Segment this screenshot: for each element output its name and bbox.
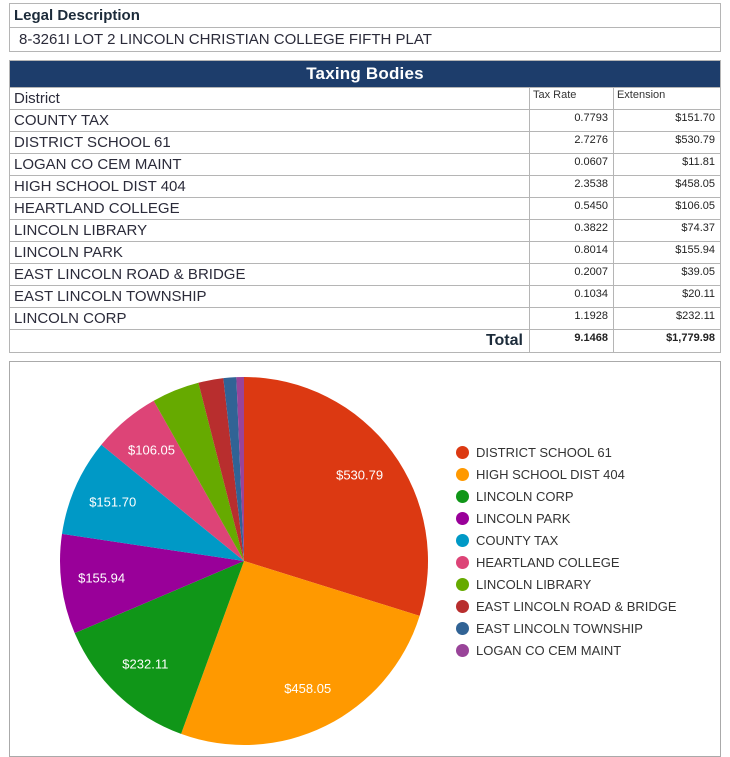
district-cell: EAST LINCOLN TOWNSHIP — [10, 286, 530, 308]
legend-color-dot — [456, 556, 469, 569]
district-cell: DISTRICT SCHOOL 61 — [10, 132, 530, 154]
table-row — [10, 242, 721, 264]
legend-item-east-lincoln-road-bridge — [456, 600, 677, 613]
legend-label: LOGAN CO CEM MAINT — [476, 643, 622, 658]
legend-item-heartland-college — [456, 556, 677, 569]
legend-color-dot — [456, 512, 469, 525]
total-label: Total — [10, 330, 530, 353]
tax-rate-cell: 0.5450 — [529, 198, 613, 220]
tax-rate-cell: 0.7793 — [529, 110, 613, 132]
extension-cell: $39.05 — [613, 264, 720, 286]
pie-chart — [10, 362, 450, 756]
total-row — [10, 330, 721, 353]
pie-value-label: $530.79 — [336, 467, 384, 483]
extension-cell: $232.11 — [613, 308, 720, 330]
legend-color-dot — [456, 534, 469, 547]
legend-color-dot — [456, 644, 469, 657]
district-cell: LINCOLN LIBRARY — [10, 220, 530, 242]
district-cell: COUNTY TAX — [10, 110, 530, 132]
total-tax-rate: 9.1468 — [529, 330, 613, 353]
table-row — [10, 286, 721, 308]
column-header-district: District — [10, 88, 530, 110]
legend-label: DISTRICT SCHOOL 61 — [476, 445, 612, 460]
total-extension: $1,779.98 — [613, 330, 720, 353]
table-row — [10, 308, 721, 330]
pie-value-label: $155.94 — [78, 570, 126, 586]
legend-color-dot — [456, 622, 469, 635]
legend-label: EAST LINCOLN ROAD & BRIDGE — [476, 599, 677, 614]
pie-value-label: $151.70 — [89, 494, 137, 510]
legal-description-table — [9, 3, 721, 52]
district-cell: HIGH SCHOOL DIST 404 — [10, 176, 530, 198]
legend-color-dot — [456, 600, 469, 613]
table-title: Taxing Bodies — [10, 61, 721, 88]
legal-description-value: 8-3261I LOT 2 LINCOLN CHRISTIAN COLLEGE FIFTH PLAT — [10, 28, 721, 52]
extension-cell: $106.05 — [613, 198, 720, 220]
legend-item-east-lincoln-township — [456, 622, 677, 635]
table-row — [10, 110, 721, 132]
pie-value-label: $458.05 — [284, 681, 332, 697]
table-row — [10, 220, 721, 242]
extension-cell: $151.70 — [613, 110, 720, 132]
extension-cell: $530.79 — [613, 132, 720, 154]
tax-rate-cell: 0.1034 — [529, 286, 613, 308]
extension-cell: $20.11 — [613, 286, 720, 308]
district-cell: HEARTLAND COLLEGE — [10, 198, 530, 220]
extension-cell: $458.05 — [613, 176, 720, 198]
legend-color-dot — [456, 578, 469, 591]
district-cell: LOGAN CO CEM MAINT — [10, 154, 530, 176]
legend-item-lincoln-corp — [456, 490, 677, 503]
table-row — [10, 154, 721, 176]
column-header-extension: Extension — [613, 88, 720, 110]
legend-label: LINCOLN CORP — [476, 489, 574, 504]
legend-label: LINCOLN LIBRARY — [476, 577, 592, 592]
district-cell: LINCOLN PARK — [10, 242, 530, 264]
legend-label: EAST LINCOLN TOWNSHIP — [476, 621, 643, 636]
tax-rate-cell: 0.2007 — [529, 264, 613, 286]
district-cell: EAST LINCOLN ROAD & BRIDGE — [10, 264, 530, 286]
table-row — [10, 132, 721, 154]
legend-item-logan-co-cem-maint — [456, 644, 677, 657]
legal-description-title: Legal Description — [10, 4, 721, 28]
tax-rate-cell: 1.1928 — [529, 308, 613, 330]
legend-item-lincoln-library — [456, 578, 677, 591]
table-row — [10, 264, 721, 286]
tax-rate-cell: 2.7276 — [529, 132, 613, 154]
table-row — [10, 176, 721, 198]
legend-label: HIGH SCHOOL DIST 404 — [476, 467, 625, 482]
legend-item-county-tax — [456, 534, 677, 547]
chart-legend — [456, 446, 677, 666]
tax-rows — [10, 110, 721, 330]
pie-value-label: $106.05 — [128, 442, 175, 458]
tax-rate-cell: 0.0607 — [529, 154, 613, 176]
legend-label: LINCOLN PARK — [476, 511, 571, 526]
legend-label: HEARTLAND COLLEGE — [476, 555, 620, 570]
district-cell: LINCOLN CORP — [10, 308, 530, 330]
legend-item-district-school-61 — [456, 446, 677, 459]
extension-cell: $11.81 — [613, 154, 720, 176]
legend-color-dot — [456, 468, 469, 481]
tax-rate-cell: 0.3822 — [529, 220, 613, 242]
legend-item-lincoln-park — [456, 512, 677, 525]
taxing-bodies-table — [9, 60, 721, 353]
legend-item-high-school-dist-404 — [456, 468, 677, 481]
extension-cell: $74.37 — [613, 220, 720, 242]
legend-color-dot — [456, 446, 469, 459]
pie-value-label: $232.11 — [122, 656, 169, 672]
tax-rate-cell: 0.8014 — [529, 242, 613, 264]
tax-rate-cell: 2.3538 — [529, 176, 613, 198]
column-header-tax-rate: Tax Rate — [529, 88, 613, 110]
table-row — [10, 198, 721, 220]
extension-cell: $155.94 — [613, 242, 720, 264]
tax-distribution-chart — [9, 361, 721, 757]
column-header-row — [10, 88, 721, 110]
legend-label: COUNTY TAX — [476, 533, 559, 548]
legend-color-dot — [456, 490, 469, 503]
